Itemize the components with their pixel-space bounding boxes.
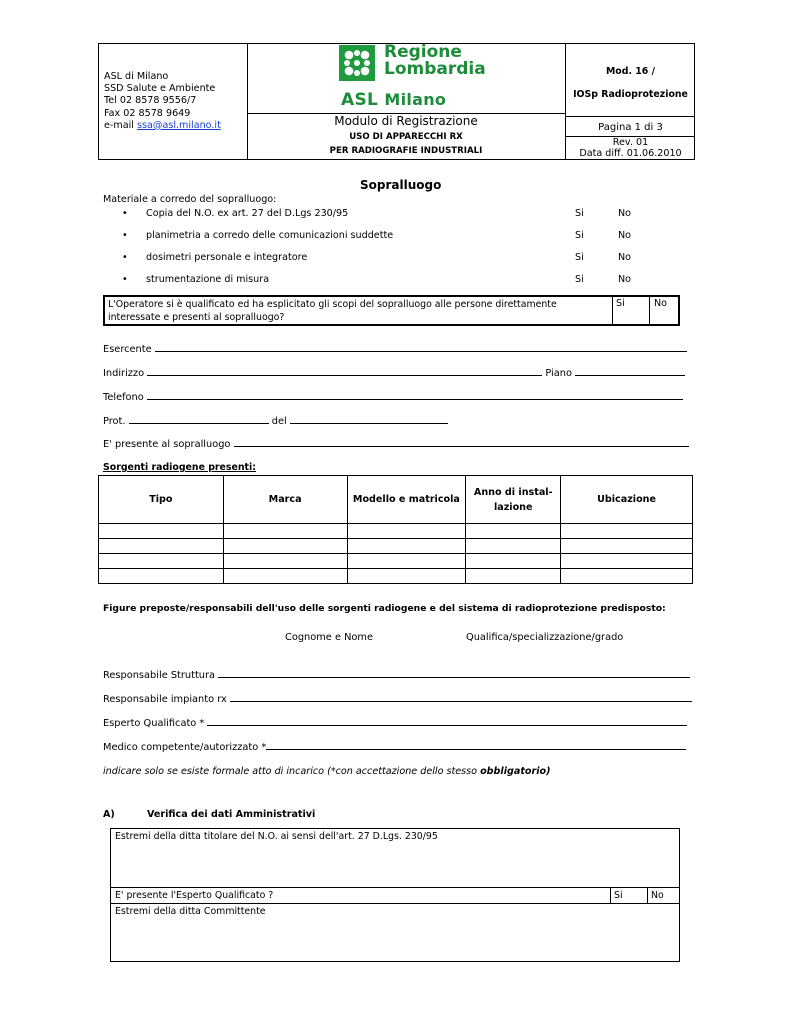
org-info-cell (99, 44, 248, 159)
figures-note (103, 766, 551, 777)
medico-competente-field[interactable] (103, 740, 686, 753)
table-row (99, 539, 693, 554)
form-subtitle-1: USO DI APPARECCHI RX (349, 132, 463, 142)
table-cell[interactable] (466, 554, 561, 569)
cell-divider (566, 116, 695, 117)
field-underline[interactable] (575, 366, 685, 376)
cell-divider (647, 887, 648, 903)
org-line: SSD Salute e Ambiente (104, 83, 216, 95)
form-title: Modulo di Registrazione (334, 114, 478, 128)
row-divider (111, 903, 679, 904)
column-label-name: Cognome e Nome (285, 632, 373, 643)
table-cell[interactable] (99, 569, 224, 584)
table-cell[interactable] (347, 524, 466, 539)
email-link[interactable]: ssa@asl.milano.it (136, 119, 221, 131)
row-divider (111, 887, 679, 888)
header-cell: Tipo (99, 476, 224, 524)
module-info-cell (565, 44, 695, 159)
asl-logo-text: ASL (341, 90, 379, 110)
row-label: Estremi della ditta Committente (115, 906, 266, 917)
table-cell[interactable] (561, 524, 693, 539)
table-row (99, 569, 693, 584)
option-no[interactable]: No (618, 252, 632, 263)
header-cell: Marca (223, 476, 347, 524)
asl-milano-logo (341, 90, 446, 110)
material-label: Copia del N.O. ex art. 27 del D.Lgs 230/95 (146, 208, 349, 219)
header-cell: Ubicazione (561, 476, 693, 524)
table-cell[interactable] (561, 554, 693, 569)
field-underline[interactable] (155, 342, 687, 352)
field-underline[interactable] (266, 740, 686, 750)
module-area: IOSp Radioprotezione (573, 89, 688, 100)
table-cell[interactable] (223, 554, 347, 569)
table-cell[interactable] (561, 539, 693, 554)
page-number: Pagina 1 di 3 (598, 122, 663, 133)
logo-text-2: Lombardia (384, 59, 486, 79)
materials-intro: Materiale a corredo del sopralluogo: (103, 194, 277, 205)
option-si[interactable]: Si (575, 252, 584, 263)
field-label: Esercente (103, 344, 152, 355)
form-subtitle-2: PER RADIOGRAFIE INDUSTRIALI (329, 146, 483, 156)
option-no[interactable]: No (651, 890, 664, 901)
field-label: Indirizzo (103, 368, 145, 379)
header-cell (466, 476, 561, 524)
milano-logo-text: Milano (384, 90, 447, 109)
option-no[interactable]: No (654, 298, 668, 309)
option-si[interactable]: Si (614, 890, 623, 901)
cell-divider (610, 887, 611, 903)
list-item (122, 252, 307, 263)
bullet-icon: • (122, 252, 128, 263)
field-underline[interactable] (230, 692, 692, 702)
revision: Rev. 01 (612, 137, 649, 148)
table-cell[interactable] (347, 569, 466, 584)
bullet-icon: • (122, 230, 128, 241)
field-label: Prot. (103, 416, 126, 427)
table-cell[interactable] (561, 569, 693, 584)
option-no[interactable]: No (618, 208, 632, 219)
field-underline[interactable] (290, 414, 448, 424)
list-item (122, 274, 269, 285)
option-si[interactable]: Si (575, 274, 584, 285)
bullet-icon: • (122, 208, 128, 219)
field-underline[interactable] (129, 414, 269, 424)
table-cell[interactable] (466, 539, 561, 554)
field-underline[interactable] (218, 668, 690, 678)
admin-data-box (110, 828, 680, 962)
list-item (122, 230, 393, 241)
field-underline[interactable] (147, 390, 683, 400)
option-si[interactable]: Si (575, 208, 584, 219)
section-a-letter: A) (103, 809, 115, 820)
field-underline[interactable] (207, 716, 687, 726)
field-label: Piano (545, 368, 572, 379)
sources-title: Sorgenti radiogene presenti: (103, 462, 256, 473)
material-label: planimetria a corredo delle comunicazioni suddette (146, 230, 394, 241)
question-line: interessate e presenti al sopralluogo? (108, 312, 285, 323)
telefono-field[interactable] (103, 390, 683, 403)
section-a-title: Verifica dei dati Amministrativi (147, 809, 316, 820)
figures-title: Figure preposte/responsabili dell'uso delle sorgenti radiogene e del sistema di radioprotezione predisposto: (103, 603, 666, 614)
email-label: e-mail (104, 119, 137, 131)
table-cell[interactable] (347, 539, 466, 554)
question-line: L'Operatore si è qualificato ed ha esplicitato gli scopi del sopralluogo alle persone direttamente (108, 299, 557, 310)
cell-divider (612, 295, 613, 326)
table-cell[interactable] (223, 569, 347, 584)
email-line (104, 120, 221, 132)
list-item (122, 208, 348, 219)
material-label: strumentazione di misura (146, 274, 270, 285)
header-line: Anno di instal- (473, 486, 553, 498)
org-line: Fax 02 8578 9649 (104, 107, 191, 119)
org-line: ASL di Milano (104, 71, 169, 82)
field-label: Responsabile Struttura (103, 670, 216, 681)
field-label: Telefono (103, 392, 144, 403)
table-cell[interactable] (466, 569, 561, 584)
cell-divider (649, 295, 650, 326)
option-si[interactable]: Si (575, 230, 584, 241)
table-cell[interactable] (347, 554, 466, 569)
prot-field[interactable] (103, 414, 448, 427)
table-cell[interactable] (99, 539, 224, 554)
table-header-row (99, 476, 693, 524)
table-cell[interactable] (99, 554, 224, 569)
indirizzo-field[interactable] (103, 366, 685, 379)
issue-date: Data diff. 01.06.2010 (579, 148, 682, 159)
operator-question-box (103, 295, 680, 326)
rosa-camuna-icon (339, 45, 375, 81)
logo-text-1: Regione (384, 42, 462, 62)
option-si[interactable]: Si (616, 298, 625, 309)
regione-lombardia-logo (242, 42, 486, 85)
section-title: Sopralluogo (360, 178, 442, 192)
esperto-qualificato-field[interactable] (103, 716, 687, 729)
field-label: del (271, 416, 287, 427)
header-line: lazione (493, 501, 533, 513)
material-label: dosimetri personale e integratore (146, 252, 308, 263)
field-underline[interactable] (234, 437, 689, 447)
table-cell[interactable] (99, 524, 224, 539)
table-cell[interactable] (466, 524, 561, 539)
bullet-icon: • (122, 274, 128, 285)
table-cell[interactable] (223, 539, 347, 554)
question-text (108, 298, 608, 324)
row-label: Estremi della ditta titolare del N.O. ai sensi dell'art. 27 D.Lgs. 230/95 (115, 831, 438, 842)
responsabile-impianto-field[interactable] (103, 692, 692, 705)
field-label: E' presente al sopralluogo (103, 439, 231, 450)
field-underline[interactable] (147, 366, 542, 376)
column-label-qualifica: Qualifica/specializzazione/grado (466, 632, 624, 643)
table-row (99, 554, 693, 569)
sources-table (98, 475, 693, 584)
org-address (104, 71, 221, 132)
option-no[interactable]: No (618, 230, 632, 241)
responsabile-struttura-field[interactable] (103, 668, 690, 681)
header-cell: Modello e matricola (347, 476, 466, 524)
esercente-field[interactable] (103, 342, 687, 355)
field-label: Medico competente/autorizzato * (103, 742, 267, 753)
table-cell[interactable] (223, 524, 347, 539)
note-text: indicare solo se esiste formale atto di incarico (*con accettazione dello stesso (103, 766, 481, 777)
field-label: Esperto Qualificato * (103, 718, 205, 729)
option-no[interactable]: No (618, 274, 632, 285)
note-emphasis: obbligatorio) (480, 766, 551, 777)
field-label: Responsabile impianto rx (103, 694, 227, 705)
module-number: Mod. 16 / (605, 66, 656, 77)
row-label: E' presente l'Esperto Qualificato ? (115, 890, 274, 901)
org-line: Tel 02 8578 9556/7 (104, 95, 197, 107)
table-row (99, 524, 693, 539)
presente-field[interactable] (103, 437, 689, 450)
